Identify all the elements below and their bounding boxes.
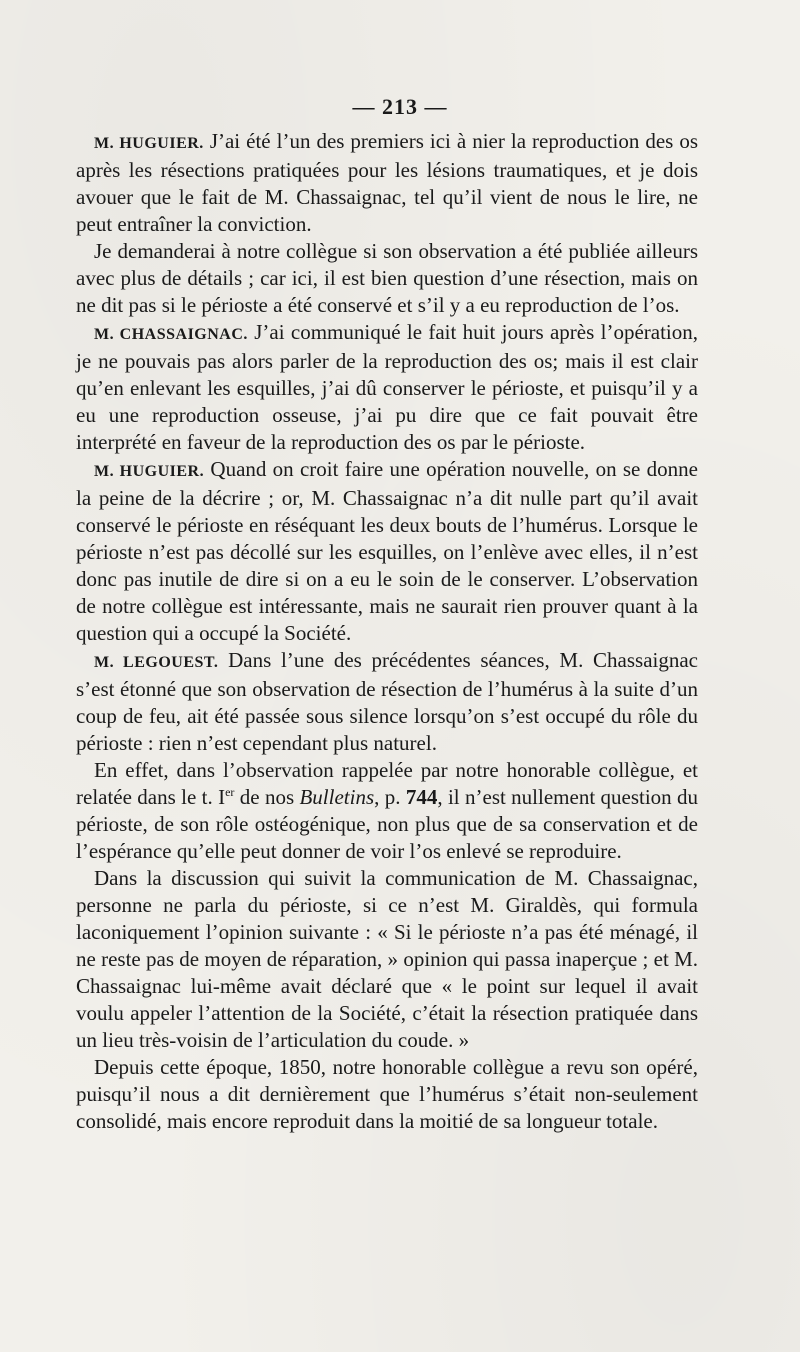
speaker-name: M. HUGUIER.	[94, 135, 204, 152]
paragraph-text: J’ai communiqué le fait huit jours après l’opération, je ne pouvais pas alors parler de la reproduction des os; mais il est clair qu’en enlevant les esquilles, j’ai dû conserver le périoste, et puisqu’il y a eu une reproduction osseuse, j’ai pu dire que ce fait pouvait être interprété en faveur de la reproduction des os par le périoste.	[76, 320, 698, 454]
paragraph-legouest-1	[76, 647, 698, 757]
paragraph-text: Dans la discussion qui suivit la communication de M. Chassaignac, personne ne parla du périoste, si ce n’est M. Giraldès, qui formula laconiquement l’opinion suivante : « Si le périoste n’a pas été ménagé, il ne reste pas de moyen de réparation, » opinion qui passa inaperçue ; et M. Chassaignac lui-même avait déclaré que « le point sur lequel il avait voulu appeler l’attention de la Société, c’était la résection pratiquée dans un lieu très-voisin de l’articulation du coude. »	[76, 866, 698, 1052]
paragraph-text: J’ai été l’un des premiers ici à nier la reproduction des os après les résections pratiquées pour les lésions traumatiques, et je dois avouer que le fait de M. Chassaignac, tel qu’il vient de nous le lire, ne peut entraîner la conviction.	[76, 129, 698, 236]
paragraph-huguier-3	[76, 456, 698, 647]
paragraph-chassaignac	[76, 319, 698, 456]
paragraph-legouest-2	[76, 757, 698, 865]
speaker-name: M. CHASSAIGNAC.	[94, 326, 248, 343]
paragraph-huguier-2	[76, 238, 698, 319]
paragraph-huguier-1	[76, 128, 698, 238]
paragraph-text: Depuis cette époque, 1850, notre honorable collègue a revu son opéré, puisqu’il nous a dit dernièrement que l’humérus s’était non-seulement consolidé, mais encore reproduit dans la moitié de sa longueur totale.	[76, 1055, 698, 1133]
paragraph-text: de nos	[234, 785, 300, 809]
speaker-name: M. LEGOUEST.	[94, 654, 219, 671]
paragraph-text: Quand on croit faire une opération nouvelle, on se donne la peine de la décrire ; or, M. Chassaignac n’a dit nulle part qu’il avait conservé le périoste en réséquant les deux bouts de l’humérus. Lorsque le périoste n’est pas décollé sur les esquilles, on l’enlève avec elles, il n’est donc pas inutile de dire si on a eu le soin de le conserver. L’observation de notre collègue est intéressante, mais ne saurait rien prouver quant à la question qui a occupé la Société.	[76, 457, 698, 645]
page-reference: 744	[405, 785, 438, 809]
paragraph-legouest-4	[76, 1054, 698, 1135]
paragraph-text: Dans l’une des précédentes séances, M. Chassaignac s’est étonné que son observation de résection de l’humérus à la suite d’un coup de feu, ait été passée sous silence lorsqu’on s’est occupé du rôle du périoste : rien n’est cependant plus naturel.	[76, 648, 698, 755]
page-number: — 213 —	[352, 94, 448, 119]
superscript: er	[225, 785, 235, 799]
paragraph-text: , p.	[374, 785, 406, 809]
speaker-name: M. HUGUIER.	[94, 463, 205, 480]
paragraph-text: En effet, dans l’observation rappelée par notre honorable collègue, et relatée dans le t. I	[76, 758, 698, 809]
paragraph-legouest-3	[76, 865, 698, 1054]
paragraph-text: Je demanderai à notre collègue si son observation a été publiée ailleurs avec plus de détails ; car ici, il est bien question d’une résection, mais on ne dit pas si le périoste a été conservé et s’il y a eu reproduction de l’os.	[76, 239, 698, 317]
italic-title: Bulletins	[299, 785, 375, 809]
paragraph-text: , il n’est nullement question du périoste, de son rôle ostéogénique, non plus que de sa conservation et de l’espérance qu’elle peut donner de voir l’os enlevé se reproduire.	[76, 785, 699, 863]
body-text	[76, 128, 698, 1135]
